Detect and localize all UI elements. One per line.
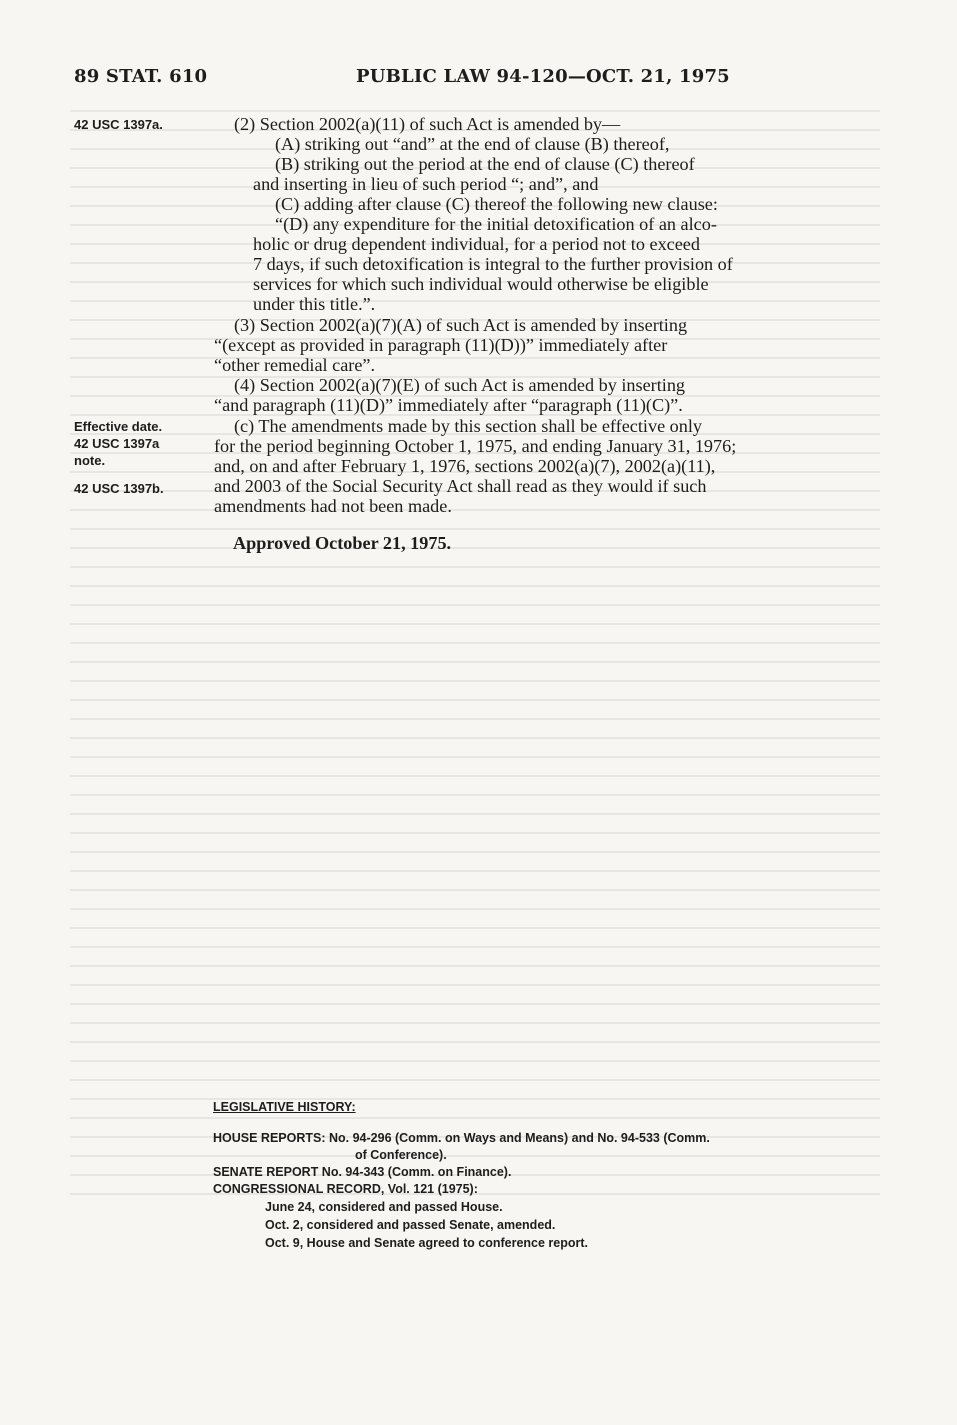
body-line: and 2003 of the Social Security Act shall read as they would if such: [214, 476, 707, 496]
body-line: “other remedial care”.: [214, 355, 376, 375]
body-line: “(D) any expenditure for the initial detoxification of an alco-: [275, 214, 717, 234]
margin-note-usc: 42 USC 1397a: [74, 436, 160, 451]
margin-note-effective-date: Effective date.: [74, 419, 163, 434]
body-line: “(except as provided in paragraph (11)(D))” immediately after: [214, 335, 668, 355]
senate-report: SENATE REPORT No. 94-343 (Comm. on Finance).: [213, 1165, 512, 1179]
body-line: amendments had not been made.: [214, 496, 452, 516]
congressional-record: CONGRESSIONAL RECORD, Vol. 121 (1975):: [213, 1182, 478, 1196]
body-line: (A) striking out “and” at the end of clause (B) thereof,: [275, 134, 670, 154]
approval-date: Approved October 21, 1975.: [233, 533, 452, 553]
history-event: Oct. 9, House and Senate agreed to conference report.: [265, 1236, 589, 1250]
history-event: June 24, considered and passed House.: [265, 1200, 503, 1214]
body-line: (4) Section 2002(a)(7)(E) of such Act is amended by inserting: [234, 375, 686, 395]
house-reports: HOUSE REPORTS: No. 94-296 (Comm. on Ways and Means) and No. 94-533 (Comm.: [213, 1131, 710, 1145]
body-line: (2) Section 2002(a)(11) of such Act is amended by—: [234, 114, 621, 134]
house-reports-continued: of Conference).: [355, 1148, 447, 1162]
body-line: and inserting in lieu of such period “; and”, and: [253, 174, 599, 194]
body-line: services for which such individual would otherwise be eligible: [253, 274, 709, 294]
body-line: “and paragraph (11)(D)” immediately after “paragraph (11)(C)”.: [214, 395, 683, 415]
history-event: Oct. 2, considered and passed Senate, amended.: [265, 1218, 556, 1232]
body-line: (C) adding after clause (C) thereof the following new clause:: [275, 194, 718, 214]
legislative-history-heading: LEGISLATIVE HISTORY:: [213, 1100, 356, 1114]
body-line: for the period beginning October 1, 1975, and ending January 31, 1976;: [214, 436, 737, 456]
body-line: (3) Section 2002(a)(7)(A) of such Act is amended by inserting: [234, 315, 688, 335]
body-line: (c) The amendments made by this section shall be effective only: [234, 416, 703, 436]
stat-page-number: 89 STAT. 610: [74, 66, 208, 87]
body-line: and, on and after February 1, 1976, sections 2002(a)(7), 2002(a)(11),: [214, 456, 716, 476]
margin-note-usc: 42 USC 1397a.: [74, 117, 163, 132]
margin-note-usc: 42 USC 1397b.: [74, 481, 164, 496]
body-line: holic or drug dependent individual, for a period not to exceed: [253, 234, 700, 254]
body-line: under this title.”.: [253, 294, 376, 314]
body-line: (B) striking out the period at the end of clause (C) thereof: [275, 154, 695, 174]
margin-note-usc-note: note.: [74, 453, 106, 468]
body-line: 7 days, if such detoxification is integral to the further provision of: [253, 254, 733, 274]
page-title: PUBLIC LAW 94-120—OCT. 21, 1975: [356, 66, 730, 87]
